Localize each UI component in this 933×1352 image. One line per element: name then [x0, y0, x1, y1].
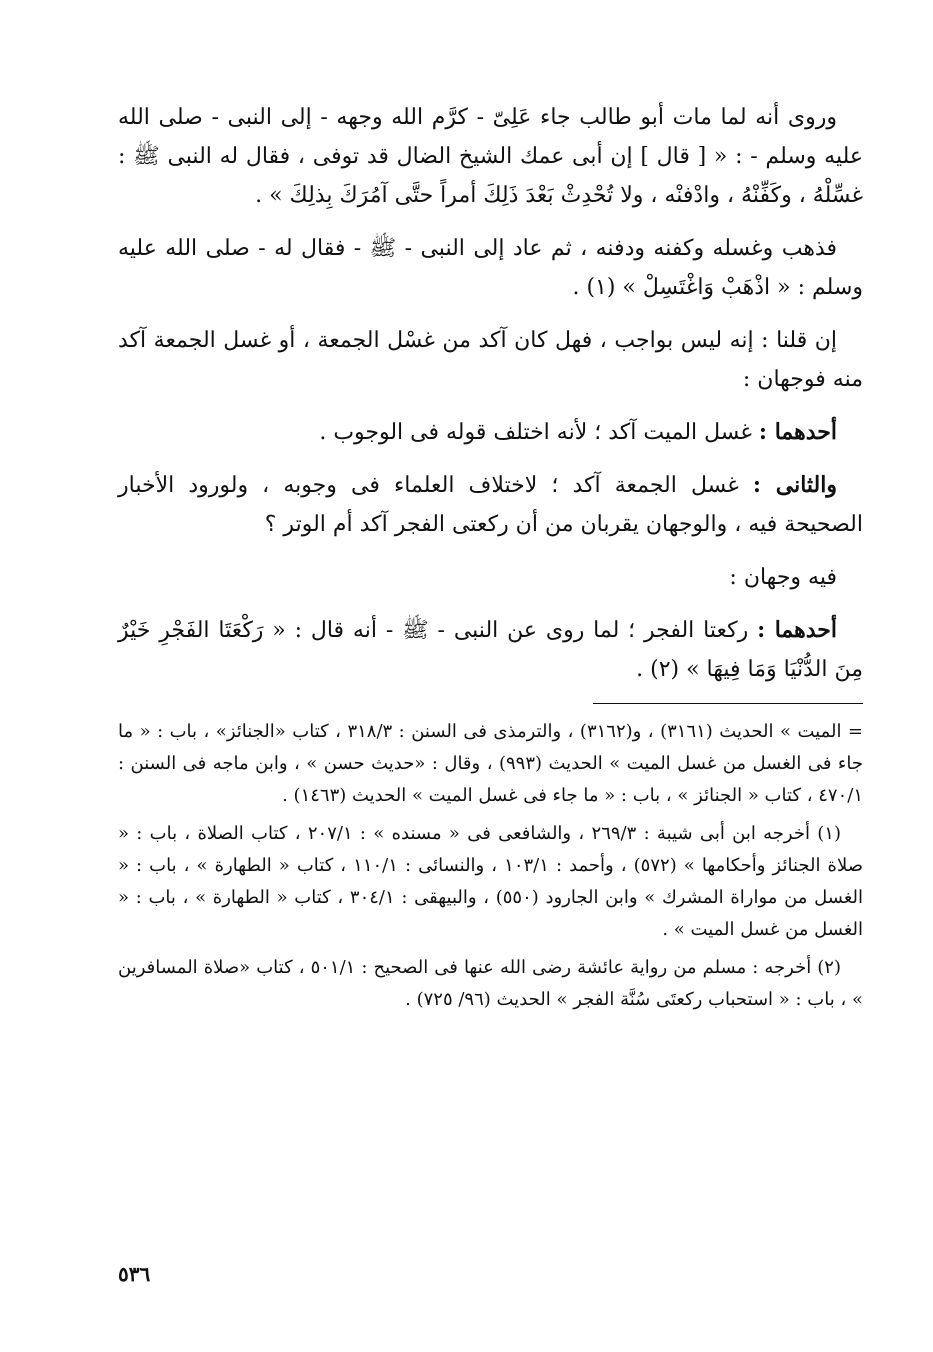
paragraph-1: [118, 98, 863, 215]
footnote-1: [118, 818, 863, 946]
paragraph-text: وروى أنه لما مات أبو طالب جاء عَلِىّ - كرَّم الله وجهه - إلى النبى - صلى الله عليه وسلم - : « [ قال ] إن أبى عمك الشيخ الضال قد توفى ، فقال له النبى ﷺ : غسِّلْهُ ، وكَفِّنْهُ ، وادْفنْه ، ولا تُحْدِثْ بَعْدَ ذَلِكَ أمراً حتَّى آمُرَكَ بِذلِكَ » .: [118, 105, 863, 208]
paragraph-lead: والثانى :: [752, 472, 837, 498]
paragraph-3: [118, 321, 863, 399]
paragraph-text: غسل الجمعة آكد ؛ لاختلاف العلماء فى وجوبه ، ولورود الأخبار الصحيحة فيه ، والوجهان يقربان من أن ركعتى الفجر آكد أم الوتر ؟: [118, 473, 863, 537]
page-number: ٥٣٦: [118, 1262, 151, 1286]
footnote-text: (٢) أخرجه : مسلم من رواية عائشة رضى الله عنها فى الصحيح : ٥٠١/١ ، كتاب «صلاة المسافرين » ، باب : « استحباب ركعتَى سُنَّة الفجر » الحديث (٩٦/ ٧٢٥) .: [118, 957, 863, 1010]
paragraph-4: [118, 413, 863, 452]
footnote-2: [118, 952, 863, 1016]
paragraph-text: ركعتا الفجر ؛ لما روى عن النبى - ﷺ - أنه قال : « رَكْعَتَا الفَجْرِ خَيْرٌ مِنَ الدُّنْيَا وَمَا فِيهَا » (٢) .: [118, 618, 863, 682]
footnote-text: = الميت » الحديث (٣١٦١) ، و(٣١٦٢) ، والترمذى فى السنن : ٣١٨/٣ ، كتاب «الجنائز» ، باب : « ما جاء فى الغسل من غسل الميت » الحديث (٩٩٣) ، وقال : «حديث حسن » ، وابن ماجه فى السنن : ٤٧٠/١ ، كتاب « الجنائز » ، باب : « ما جاء فى غسل الميت » الحديث (١٤٦٣) .: [118, 721, 864, 806]
paragraph-text: إن قلنا : إنه ليس بواجب ، فهل كان آكد من غسْل الجمعة ، أو غسل الجمعة آكد منه فوجهان :: [118, 328, 863, 392]
paragraph-5: [118, 466, 863, 544]
paragraph-lead: أحدهما :: [757, 617, 837, 643]
paragraph-lead: أحدهما :: [758, 419, 837, 445]
page-body: [118, 98, 863, 1022]
paragraph-text: غسل الميت آكد ؛ لأنه اختلف قوله فى الوجوب .: [319, 420, 759, 445]
paragraph-text: فذهب وغسله وكفنه ودفنه ، ثم عاد إلى النبى - ﷺ - فقال له - صلى الله عليه وسلم : « اذْهَبْ وَاغْتَسِلْ » (١) .: [118, 236, 863, 300]
paragraph-6: [118, 558, 863, 597]
footnote-separator: [593, 703, 863, 704]
paragraph-2: [118, 229, 863, 307]
paragraph-text: فيه وجهان :: [729, 565, 837, 590]
paragraph-7: [118, 611, 863, 689]
footnote-text: (١) أخرجه ابن أبى شيبة : ٢٦٩/٣ ، والشافعى فى « مسنده » : ٢٠٧/١ ، كتاب الصلاة ، باب : « صلاة الجنائز وأحكامها » (٥٧٢) ، وأحمد : ١٠٣/١ ، والنسائى : ١١٠/١ ، كتاب « الطهارة » ، باب : « الغسل من مواراة المشرك » وابن الجارود (٥٥٠) ، والبيهقى : ٣٠٤/١ ، كتاب « الطهارة » ، باب : « الغسل من غسل الميت » .: [118, 823, 863, 940]
footnote-continued: [118, 716, 863, 812]
